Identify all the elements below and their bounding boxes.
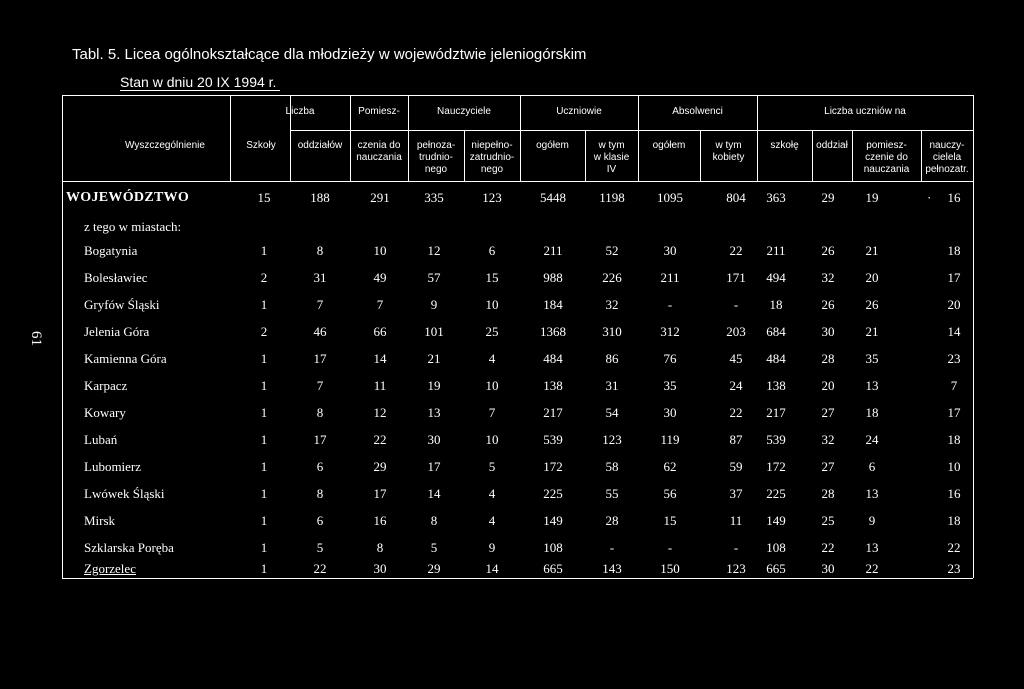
table-cell: 12 — [427, 243, 441, 258]
table-cell: 17 — [947, 270, 961, 285]
table-cell: 17 — [313, 351, 327, 366]
table-cell: 184 — [543, 297, 563, 312]
table-cell: 20 — [947, 297, 961, 312]
table-cell: 9 — [430, 297, 438, 312]
table-cell: 8 — [316, 486, 324, 501]
table-cell: 29 — [373, 459, 387, 474]
table-cell: 24 — [865, 432, 879, 447]
table-cell: 22 — [373, 432, 387, 447]
table-cell: 150 — [660, 561, 680, 576]
page-number: 61 — [28, 331, 44, 346]
total-cell: 5448 — [540, 190, 566, 205]
header-pom-3: nauczania — [863, 164, 910, 175]
table-cell: 20 — [865, 270, 879, 285]
row-label: Karpacz — [84, 378, 128, 393]
table-cell: 171 — [726, 270, 746, 285]
table-cell: 10 — [485, 297, 499, 312]
table-cell: 19 — [427, 378, 441, 393]
header-wyszczegolnienie: Wyszczególnienie — [125, 140, 205, 151]
table-cell: 123 — [602, 432, 622, 447]
header-a-wtym-2: kobiety — [712, 152, 745, 163]
table-cell: 54 — [605, 405, 619, 420]
table-cell: 1 — [260, 405, 268, 420]
row-label: Lwówek Śląski — [84, 486, 165, 501]
table-cell: - — [733, 540, 739, 555]
table-cell: 13 — [865, 486, 879, 501]
table-cell: 1 — [260, 561, 268, 576]
table-cell: 18 — [769, 297, 783, 312]
table-cell: 172 — [543, 459, 563, 474]
table-cell: 211 — [660, 270, 680, 285]
table-cell: 1 — [260, 243, 268, 258]
table-cell: 57 — [427, 270, 441, 285]
header-pomiesz-2: czenia do — [357, 140, 401, 151]
table-cell: 7 — [316, 378, 324, 393]
header-liczba: Liczba — [285, 106, 315, 117]
row-label: Gryfów Śląski — [84, 297, 160, 312]
header-szkole: szkołę — [770, 140, 799, 151]
table-subtitle: Stan w dniu 20 IX 1994 r. — [120, 74, 280, 91]
table-cell: 988 — [543, 270, 563, 285]
table-cell: 32 — [821, 432, 835, 447]
table-cell: 123 — [726, 561, 746, 576]
table-cell: 6 — [488, 243, 496, 258]
table-cell: 13 — [865, 378, 879, 393]
row-label: Mirsk — [84, 513, 116, 528]
table-cell: 10 — [485, 432, 499, 447]
table-cell: 14 — [485, 561, 499, 576]
table-cell: 172 — [766, 459, 786, 474]
table-cell: 23 — [947, 561, 961, 576]
table-left-border — [62, 95, 63, 578]
table-cell: 4 — [488, 486, 496, 501]
table-cell: 20 — [821, 378, 835, 393]
table-cell: 18 — [947, 513, 961, 528]
table-cell: 31 — [313, 270, 327, 285]
table-cell: 310 — [602, 324, 622, 339]
table-cell: 12 — [373, 405, 387, 420]
table-cell: 13 — [427, 405, 441, 420]
table-cell: 211 — [543, 243, 563, 258]
table-cell: 18 — [947, 243, 961, 258]
table-cell: 203 — [726, 324, 746, 339]
table-cell: 143 — [602, 561, 622, 576]
table-cell: 1 — [260, 540, 268, 555]
table-cell: 2 — [260, 324, 268, 339]
table-cell: 6 — [316, 459, 324, 474]
table-cell: 8 — [376, 540, 384, 555]
header-niepelno-2: zatrudnio- — [469, 152, 515, 163]
table-cell: 665 — [766, 561, 786, 576]
table-cell: 494 — [766, 270, 786, 285]
table-cell: 30 — [663, 405, 677, 420]
header-pom-1: pomiesz- — [866, 140, 907, 151]
table-cell: 9 — [488, 540, 496, 555]
row-label: Szklarska Poręba — [84, 540, 174, 555]
header-sub-border — [290, 130, 973, 131]
header-szkoly: Szkoły — [246, 140, 276, 151]
table-cell: 59 — [729, 459, 743, 474]
table-cell: 14 — [947, 324, 961, 339]
table-cell: 22 — [729, 243, 743, 258]
row-label: Kamienna Góra — [84, 351, 167, 366]
table-cell: 30 — [427, 432, 441, 447]
table-cell: 6 — [316, 513, 324, 528]
table-cell: 226 — [602, 270, 622, 285]
table-cell: 27 — [821, 459, 835, 474]
table-cell: - — [733, 297, 739, 312]
table-cell: 5 — [488, 459, 496, 474]
table-cell: - — [667, 297, 673, 312]
table-cell: 17 — [947, 405, 961, 420]
table-bottom-border — [62, 578, 973, 579]
table-cell: - — [609, 540, 615, 555]
table-cell: 7 — [316, 297, 324, 312]
table-cell: 138 — [543, 378, 563, 393]
header-bottom-border — [62, 181, 973, 182]
table-cell: 5 — [430, 540, 438, 555]
table-cell: 15 — [485, 270, 499, 285]
header-nau-1: nauczy- — [929, 140, 965, 151]
header-u-wtym-2: w klasie — [593, 152, 630, 163]
table-cell: 45 — [729, 351, 743, 366]
table-cell: 7 — [376, 297, 384, 312]
table-cell: 539 — [543, 432, 563, 447]
col-divider — [230, 95, 231, 181]
table-cell: 22 — [821, 540, 835, 555]
table-cell: 52 — [605, 243, 619, 258]
table-cell: 312 — [660, 324, 680, 339]
table-cell: 32 — [821, 270, 835, 285]
table-cell: 108 — [766, 540, 786, 555]
table-cell: 108 — [543, 540, 563, 555]
table-cell: 21 — [865, 324, 879, 339]
table-cell: 665 — [543, 561, 563, 576]
header-pelno-3: nego — [424, 164, 448, 175]
table-cell: 30 — [373, 561, 387, 576]
table-cell: 15 — [663, 513, 677, 528]
table-cell: 37 — [729, 486, 743, 501]
total-cell: 335 — [424, 190, 444, 205]
row-label: Zgorzelec — [84, 561, 136, 576]
table-cell: 149 — [766, 513, 786, 528]
table-cell: 6 — [868, 459, 876, 474]
table-title: Tabl. 5. Licea ogólnokształcące dla młodzieży w województwie jeleniogórskim — [72, 46, 587, 63]
table-cell: 18 — [947, 432, 961, 447]
total-cell: 15 — [257, 190, 271, 205]
table-cell: 149 — [543, 513, 563, 528]
header-liczba-uczniow: Liczba uczniów na — [824, 106, 906, 117]
total-cell: 291 — [370, 190, 390, 205]
table-cell: 62 — [663, 459, 677, 474]
table-cell: 21 — [865, 243, 879, 258]
table-cell: 30 — [821, 561, 835, 576]
row-label: Bogatynia — [84, 243, 138, 258]
table-cell: 17 — [427, 459, 441, 474]
table-cell: 17 — [373, 486, 387, 501]
table-cell: 217 — [543, 405, 563, 420]
table-cell: 28 — [821, 351, 835, 366]
table-cell: 16 — [947, 486, 961, 501]
row-label: Lubań — [84, 432, 118, 447]
total-cell: 363 — [766, 190, 786, 205]
table-cell: 27 — [821, 405, 835, 420]
table-cell: 21 — [427, 351, 441, 366]
table-cell: 23 — [947, 351, 961, 366]
header-nauczyciele: Nauczyciele — [437, 106, 491, 117]
table-cell: 22 — [313, 561, 327, 576]
table-cell: 17 — [313, 432, 327, 447]
table-cell: 225 — [543, 486, 563, 501]
table-cell: 66 — [373, 324, 387, 339]
table-cell: 25 — [485, 324, 499, 339]
table-cell: 13 — [865, 540, 879, 555]
table-cell: 46 — [313, 324, 327, 339]
table-cell: 11 — [373, 378, 387, 393]
table-cell: 1 — [260, 351, 268, 366]
table-cell: 217 — [766, 405, 786, 420]
table-cell: 119 — [660, 432, 680, 447]
subheading: z tego w miastach: — [84, 219, 182, 234]
table-cell: 5 — [316, 540, 324, 555]
total-cell: 804 — [726, 190, 746, 205]
table-cell: 56 — [663, 486, 677, 501]
table-cell: 11 — [729, 513, 743, 528]
table-cell: 8 — [316, 243, 324, 258]
header-pelno-1: pełnoza- — [416, 140, 456, 151]
table-cell: 8 — [430, 513, 438, 528]
header-a-ogolem: ogółem — [652, 140, 686, 151]
table-cell: 28 — [821, 486, 835, 501]
table-cell: 35 — [865, 351, 879, 366]
table-cell: 9 — [868, 513, 876, 528]
col-divider — [812, 130, 813, 181]
table-cell: 16 — [373, 513, 387, 528]
row-label: Jelenia Góra — [84, 324, 150, 339]
table-cell: 22 — [947, 540, 961, 555]
header-oddzialow: oddziałów — [297, 140, 343, 151]
table-cell: 26 — [865, 297, 879, 312]
table-cell: 1 — [260, 297, 268, 312]
header-a-wtym-1: w tym — [715, 140, 742, 151]
header-pomiesz-3: nauczania — [356, 152, 402, 163]
table-cell: 484 — [543, 351, 563, 366]
total-cell: 188 — [310, 190, 330, 205]
row-label: Bolesławiec — [84, 270, 148, 285]
table-cell: 86 — [605, 351, 619, 366]
header-absolwenci: Absolwenci — [672, 106, 723, 117]
table-cell: 14 — [427, 486, 441, 501]
table-cell: 211 — [766, 243, 786, 258]
header-pomiesz-1: Pomiesz- — [358, 106, 400, 117]
header-nau-2: cielela — [932, 152, 962, 163]
table-cell: 87 — [729, 432, 743, 447]
table-cell: 58 — [605, 459, 619, 474]
table-cell: 31 — [605, 378, 619, 393]
table-cell: 49 — [373, 270, 387, 285]
table-cell: 539 — [766, 432, 786, 447]
table-cell: 2 — [260, 270, 268, 285]
table-cell: 8 — [316, 405, 324, 420]
table-cell: 18 — [865, 405, 879, 420]
header-niepelno-1: niepełno- — [471, 140, 513, 151]
header-u-wtym-1: w tym — [598, 140, 625, 151]
table-cell: 30 — [663, 243, 677, 258]
table-cell: 1 — [260, 513, 268, 528]
table-cell: 30 — [821, 324, 835, 339]
total-cell: 123 — [482, 190, 502, 205]
header-pom-2: czenie do — [865, 152, 908, 163]
table-cell: 7 — [950, 378, 958, 393]
header-oddzial: oddział — [816, 140, 848, 151]
table-cell: 29 — [427, 561, 441, 576]
header-pelno-2: trudnio- — [419, 152, 453, 163]
table-cell: 14 — [373, 351, 387, 366]
table-cell: 22 — [865, 561, 879, 576]
table-cell: 10 — [485, 378, 499, 393]
table-cell: 4 — [488, 351, 496, 366]
total-cell: 29 — [821, 190, 835, 205]
table-cell: 22 — [729, 405, 743, 420]
table-cell: 1 — [260, 378, 268, 393]
total-cell: 1095 — [657, 190, 683, 205]
header-nau-3: pełnozatr. — [925, 164, 969, 175]
header-u-ogolem: ogółem — [536, 140, 569, 151]
table-cell: 55 — [605, 486, 619, 501]
table-cell: 138 — [766, 378, 786, 393]
table-cell: 26 — [821, 243, 835, 258]
total-row-label: WOJEWÓDZTWO — [66, 190, 190, 205]
table-cell: 10 — [373, 243, 387, 258]
table-cell: 24 — [729, 378, 743, 393]
header-niepelno-3: nego — [480, 164, 504, 175]
table-cell: 32 — [605, 297, 619, 312]
table-cell: 26 — [821, 297, 835, 312]
total-cell: 19 — [865, 190, 879, 205]
table-cell: 101 — [424, 324, 444, 339]
table-cell: 35 — [663, 378, 677, 393]
table-cell: 25 — [821, 513, 835, 528]
table-cell: 1 — [260, 486, 268, 501]
header-u-wtym-3: IV — [606, 164, 617, 175]
total-cell: 1198 — [599, 190, 625, 205]
table-cell: 76 — [663, 351, 677, 366]
table-cell: 484 — [766, 351, 786, 366]
table-cell: 225 — [766, 486, 786, 501]
table-cell: 10 — [947, 459, 961, 474]
table-cell: 4 — [488, 513, 496, 528]
table-top-border — [62, 95, 973, 96]
row-label: Kowary — [84, 405, 126, 420]
table-cell: 7 — [488, 405, 496, 420]
table-cell: - — [667, 540, 673, 555]
table-cell: 1 — [260, 432, 268, 447]
table-cell: 684 — [766, 324, 786, 339]
table-cell: 1368 — [540, 324, 566, 339]
row-label: Lubomierz — [84, 459, 142, 474]
table-cell: 28 — [605, 513, 619, 528]
footnote-dot: · — [927, 190, 932, 205]
table-cell: 1 — [260, 459, 268, 474]
total-cell: 16 — [947, 190, 961, 205]
header-uczniowie: Uczniowie — [556, 106, 602, 117]
